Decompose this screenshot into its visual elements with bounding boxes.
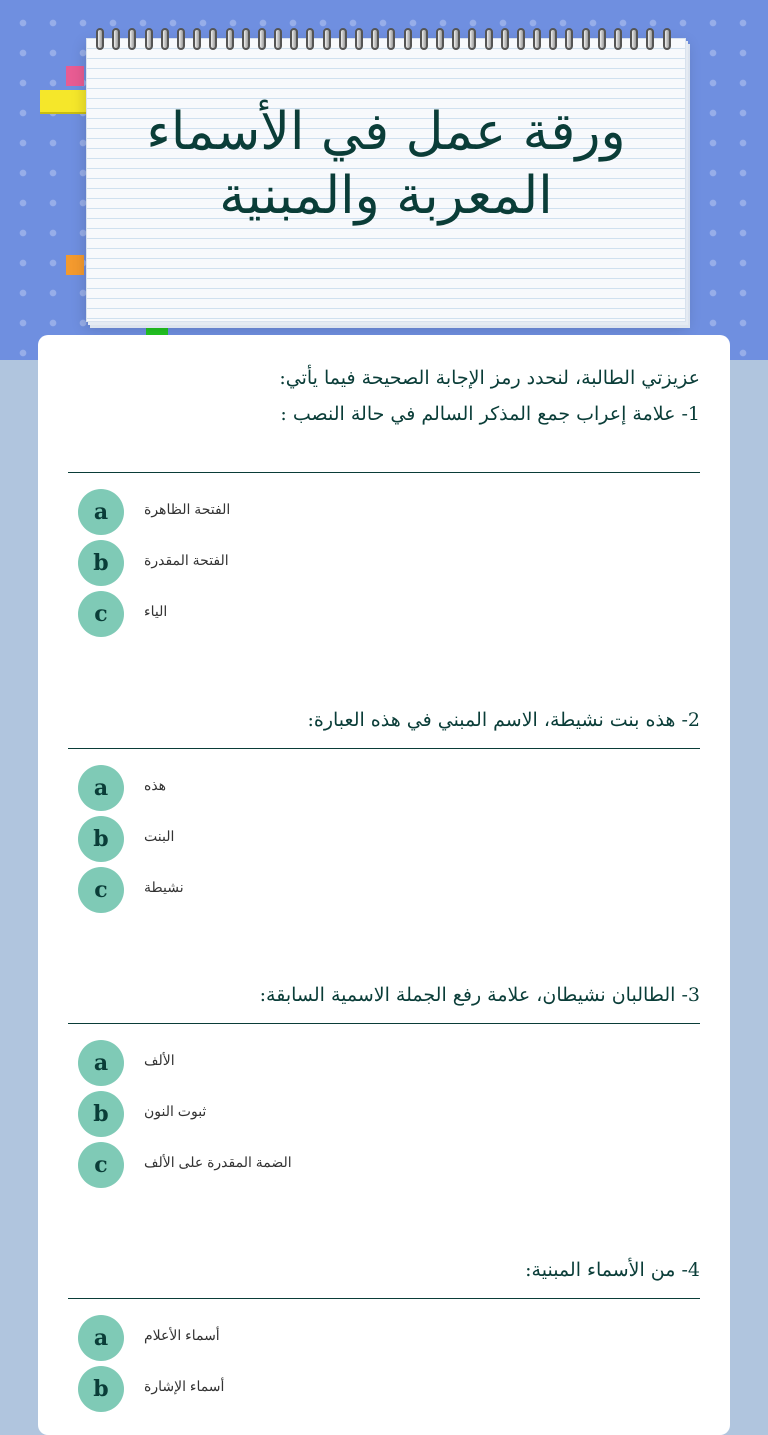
option-row[interactable] xyxy=(68,1142,700,1193)
option-row[interactable] xyxy=(68,591,700,642)
option-a-badge[interactable]: a xyxy=(78,489,124,535)
option-row[interactable] xyxy=(68,540,700,591)
spiral-ring-icon xyxy=(598,28,606,50)
option-label: البنت xyxy=(144,828,175,844)
spiral-ring-icon xyxy=(209,28,217,50)
option-row[interactable] xyxy=(68,765,700,816)
option-a-badge[interactable]: a xyxy=(78,1040,124,1086)
spiral-ring-icon xyxy=(128,28,136,50)
spiral-ring-icon xyxy=(630,28,638,50)
spiral-ring-icon xyxy=(96,28,104,50)
spiral-ring-icon xyxy=(258,28,266,50)
option-label: أسماء الإشارة xyxy=(144,1378,225,1394)
spiral-ring-icon xyxy=(387,28,395,50)
notebook-tab-orange xyxy=(66,255,84,275)
option-row[interactable] xyxy=(68,816,700,867)
option-a-badge[interactable]: a xyxy=(78,1315,124,1361)
spiral-ring-icon xyxy=(646,28,654,50)
spiral-ring-icon xyxy=(614,28,622,50)
spiral-ring-icon xyxy=(355,28,363,50)
option-b-badge[interactable]: b xyxy=(78,816,124,862)
intro-text xyxy=(68,360,700,432)
question-4-text: 4- من الأسماء المبنية: xyxy=(525,1259,700,1281)
option-label: نشيطة xyxy=(144,879,184,895)
spiral-ring-icon xyxy=(323,28,331,50)
intro-instruction: عزيزتي الطالبة، لنحدد رمز الإجابة الصحيحة فيما يأتي: xyxy=(279,367,700,389)
option-label: الفتحة المقدرة xyxy=(144,552,229,568)
spiral-ring-icon xyxy=(306,28,314,50)
option-row[interactable] xyxy=(68,489,700,540)
notebook-tab-pink xyxy=(66,66,84,86)
question-4 xyxy=(68,1256,700,1417)
option-c-badge[interactable]: c xyxy=(78,1142,124,1188)
spiral-ring-icon xyxy=(582,28,590,50)
question-3 xyxy=(68,981,700,1193)
option-label: الفتحة الظاهرة xyxy=(144,501,231,517)
question-2-text: 2- هذه بنت نشيطة، الاسم المبني في هذه العبارة: xyxy=(307,709,700,731)
option-label: الألف xyxy=(144,1052,175,1068)
spiral-ring-icon xyxy=(339,28,347,50)
page-title xyxy=(106,100,666,228)
spiral-ring-icon xyxy=(549,28,557,50)
option-row[interactable] xyxy=(68,1040,700,1091)
notebook-tab-yellow xyxy=(40,90,88,112)
question-1-text: 1- علامة إعراب جمع المذكر السالم في حالة النصب : xyxy=(280,403,700,425)
option-label: ثبوت النون xyxy=(144,1103,207,1119)
spiral-ring-icon xyxy=(468,28,476,50)
question-2 xyxy=(68,706,700,918)
notebook-spiral xyxy=(96,28,671,54)
spiral-ring-icon xyxy=(420,28,428,50)
spiral-ring-icon xyxy=(290,28,298,50)
option-label: الياء xyxy=(144,603,168,619)
spiral-ring-icon xyxy=(242,28,250,50)
spiral-ring-icon xyxy=(452,28,460,50)
option-b-badge[interactable]: b xyxy=(78,1366,124,1412)
spiral-ring-icon xyxy=(161,28,169,50)
option-label: الضمة المقدرة على الألف xyxy=(144,1154,292,1170)
spiral-ring-icon xyxy=(274,28,282,50)
option-row[interactable] xyxy=(68,867,700,918)
spiral-ring-icon xyxy=(177,28,185,50)
title-line-2: المعربة والمبنية xyxy=(219,166,553,226)
question-3-text: 3- الطالبان نشيطان، علامة رفع الجملة الاسمية السابقة: xyxy=(259,984,700,1006)
option-row[interactable] xyxy=(68,1091,700,1142)
spiral-ring-icon xyxy=(517,28,525,50)
spiral-ring-icon xyxy=(193,28,201,50)
option-c-badge[interactable]: c xyxy=(78,591,124,637)
spiral-ring-icon xyxy=(226,28,234,50)
option-row[interactable] xyxy=(68,1366,700,1417)
option-label: أسماء الأعلام xyxy=(144,1327,220,1343)
spiral-ring-icon xyxy=(663,28,671,50)
spiral-ring-icon xyxy=(145,28,153,50)
option-b-badge[interactable]: b xyxy=(78,540,124,586)
spiral-ring-icon xyxy=(501,28,509,50)
spiral-ring-icon xyxy=(112,28,120,50)
spiral-ring-icon xyxy=(404,28,412,50)
option-row[interactable] xyxy=(68,1315,700,1366)
spiral-ring-icon xyxy=(371,28,379,50)
option-b-badge[interactable]: b xyxy=(78,1091,124,1137)
spiral-ring-icon xyxy=(533,28,541,50)
spiral-ring-icon xyxy=(436,28,444,50)
option-a-badge[interactable]: a xyxy=(78,765,124,811)
option-label: هذه xyxy=(144,777,167,793)
spiral-ring-icon xyxy=(565,28,573,50)
question-1 xyxy=(68,472,700,642)
spiral-ring-icon xyxy=(485,28,493,50)
title-line-1: ورقة عمل في الأسماء xyxy=(146,102,626,162)
option-c-badge[interactable]: c xyxy=(78,867,124,913)
